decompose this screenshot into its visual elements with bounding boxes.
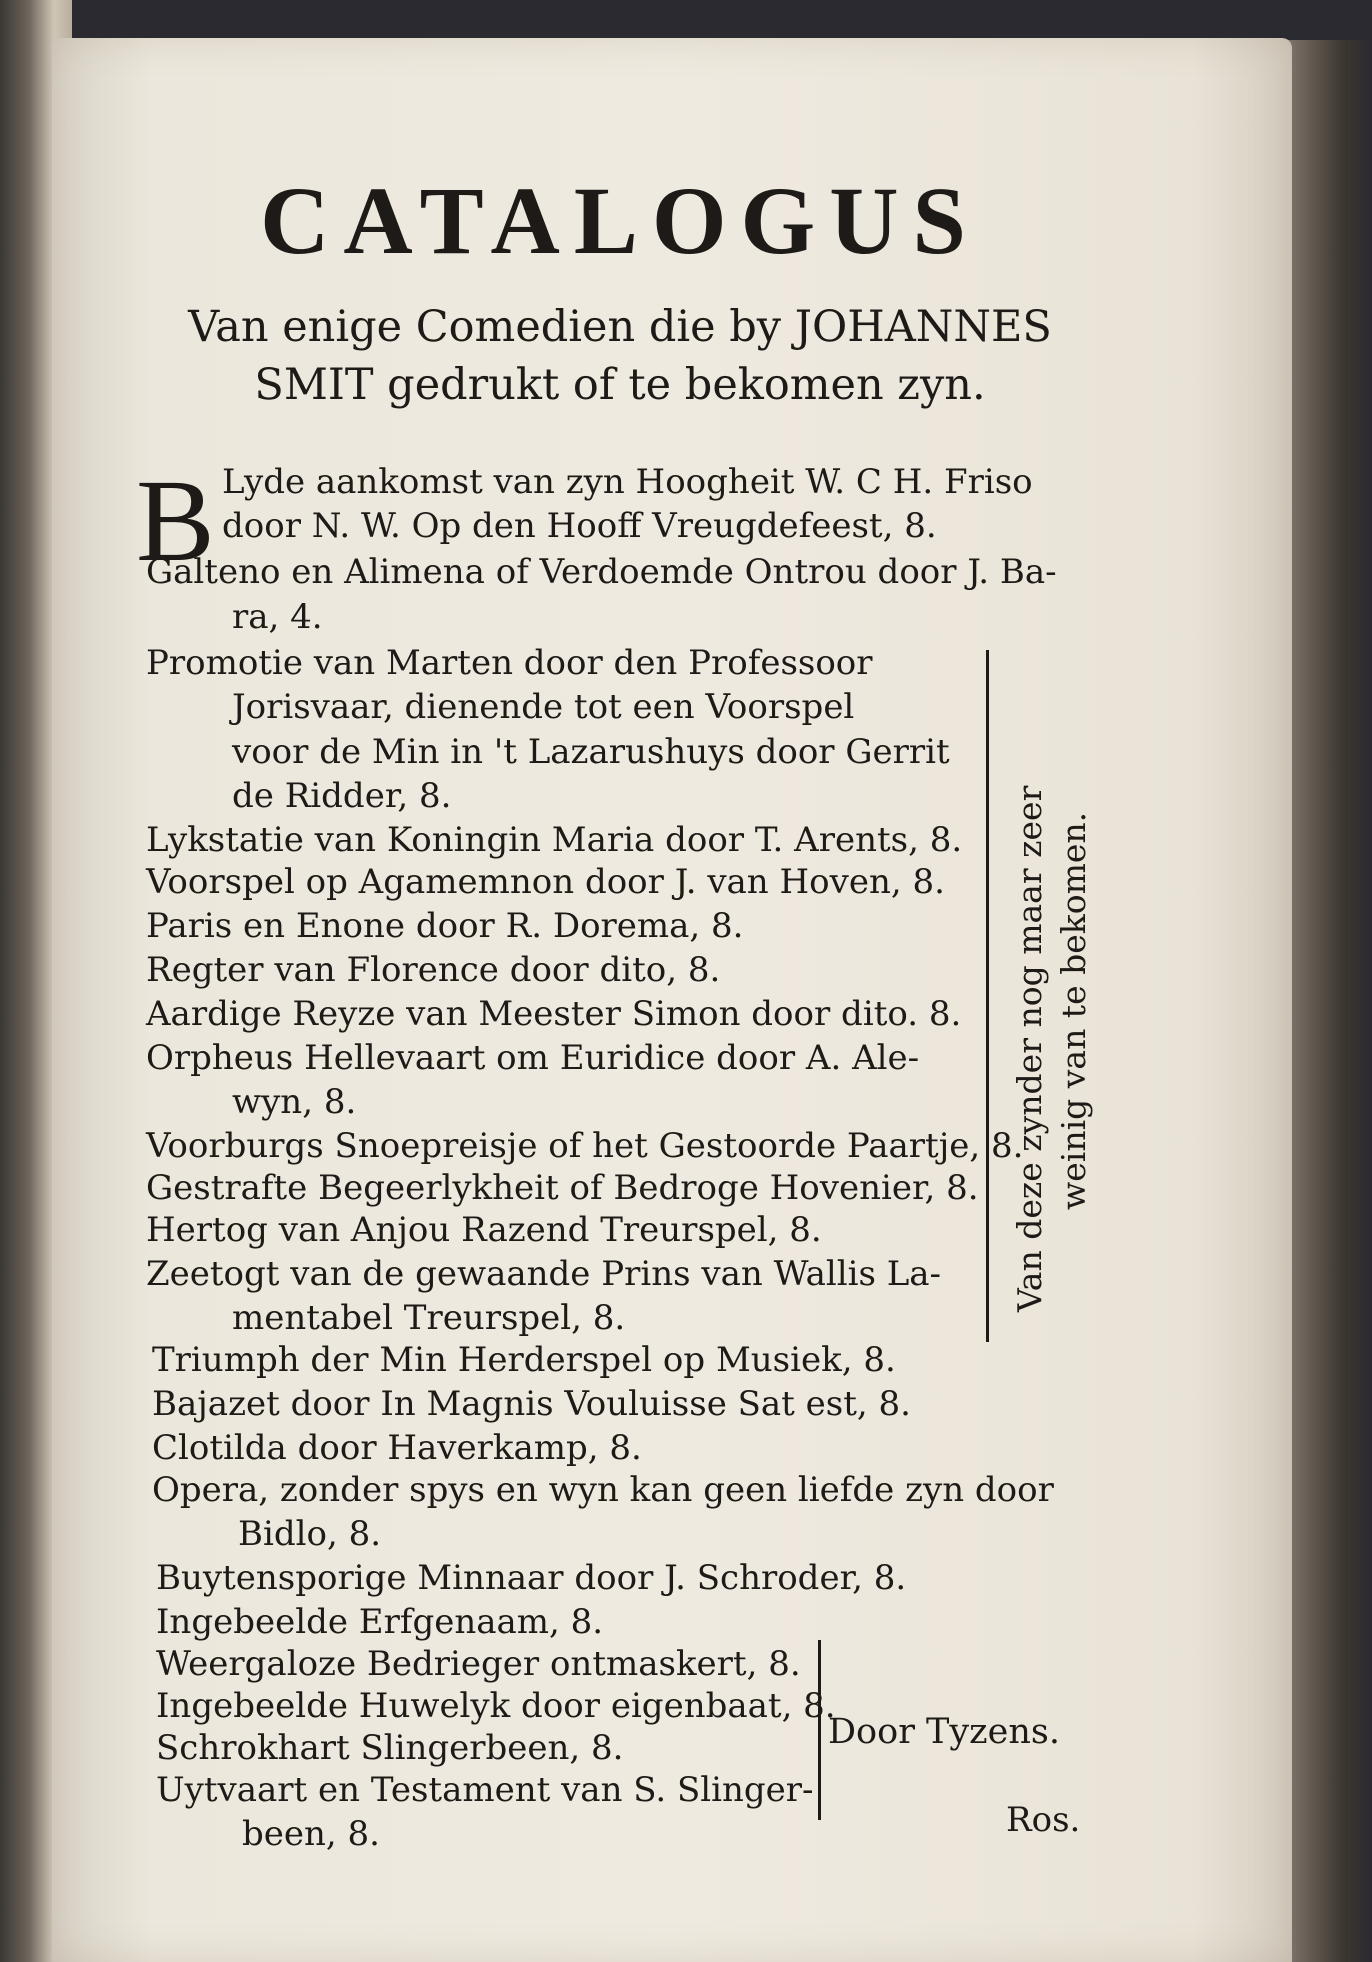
list-item: Jorisvaar, dienende tot een Voorspel <box>232 687 855 727</box>
list-item: Promotie van Marten door den Professoor <box>146 643 873 683</box>
subtitle-line-1: Van enige Comedien die by JOHANNES <box>188 302 1052 352</box>
list-item: wyn, 8. <box>232 1082 357 1122</box>
side-note-line-2: weinig van te bekomen. <box>1054 811 1093 1210</box>
tyzens-note: Door Tyzens. <box>828 1712 1060 1752</box>
list-item: Voorburgs Snoepreisje of het Gestoorde Paartje, 8. <box>146 1126 1024 1166</box>
list-item: Galteno en Alimena of Verdoemde Ontrou door J. Ba- <box>146 552 1057 592</box>
list-item: Regter van Florence door dito, 8. <box>146 950 721 990</box>
subtitle <box>120 298 1120 414</box>
list-item: Zeetogt van de gewaande Prins van Wallis La- <box>146 1254 942 1294</box>
list-item: door N. W. Op den Hooff Vreugdefeest, 8. <box>222 506 937 546</box>
list-item: mentabel Treurspel, 8. <box>232 1298 626 1338</box>
list-item: Bidlo, 8. <box>238 1514 382 1554</box>
list-item: Bajazet door In Magnis Vouluisse Sat est, 8. <box>152 1384 911 1424</box>
drop-cap: B <box>136 455 215 586</box>
list-item: Lykstatie van Koningin Maria door T. Arents, 8. <box>146 820 963 860</box>
list-item: Clotilda door Haverkamp, 8. <box>152 1428 642 1468</box>
list-item: Ingebeelde Erfgenaam, 8. <box>156 1602 604 1642</box>
brace-group-large <box>972 650 989 1342</box>
list-item: ra, 4. <box>232 597 323 637</box>
list-item: been, 8. <box>242 1814 380 1854</box>
list-item: Paris en Enone door R. Dorema, 8. <box>146 906 744 946</box>
subtitle-line-2: SMIT gedrukt of te bekomen zyn. <box>254 360 986 410</box>
list-item: Buytensporige Minnaar door J. Schroder, 8. <box>156 1558 907 1598</box>
list-item: Hertog van Anjou Razend Treurspel, 8. <box>146 1210 822 1250</box>
list-item: de Ridder, 8. <box>232 776 452 816</box>
list-item: Weergaloze Bedrieger ontmaskert, 8. <box>156 1644 801 1684</box>
catchword: Ros. <box>1006 1800 1081 1840</box>
list-item: Triumph der Min Herderspel op Musiek, 8. <box>152 1340 896 1380</box>
brace-group-small <box>806 1640 821 1820</box>
page-title: CATALOGUS <box>260 167 980 274</box>
list-item: Opera, zonder spys en wyn kan geen liefde zyn door <box>152 1470 1054 1510</box>
list-item: Ingebeelde Huwelyk door eigenbaat, 8. <box>156 1686 836 1726</box>
list-item: Schrokhart Slingerbeen, 8. <box>156 1728 624 1768</box>
list-item: Orpheus Hellevaart om Euridice door A. Ale- <box>146 1038 920 1078</box>
list-item: Gestrafte Begeerlykheit of Bedroge Hovenier, 8. <box>146 1168 979 1208</box>
list-item: Voorspel op Agamemnon door J. van Hoven, 8. <box>146 862 945 902</box>
side-note-line-1: Van deze zynder nog maar zeer <box>1010 785 1049 1312</box>
list-item: Uytvaart en Testament van S. Slinger- <box>156 1770 814 1810</box>
list-item: Aardige Reyze van Meester Simon door dito. 8. <box>146 994 962 1034</box>
list-item: Lyde aankomst van zyn Hoogheit W. C H. Friso <box>222 462 1033 502</box>
list-item: voor de Min in 't Lazarushuys door Gerrit <box>232 732 950 772</box>
